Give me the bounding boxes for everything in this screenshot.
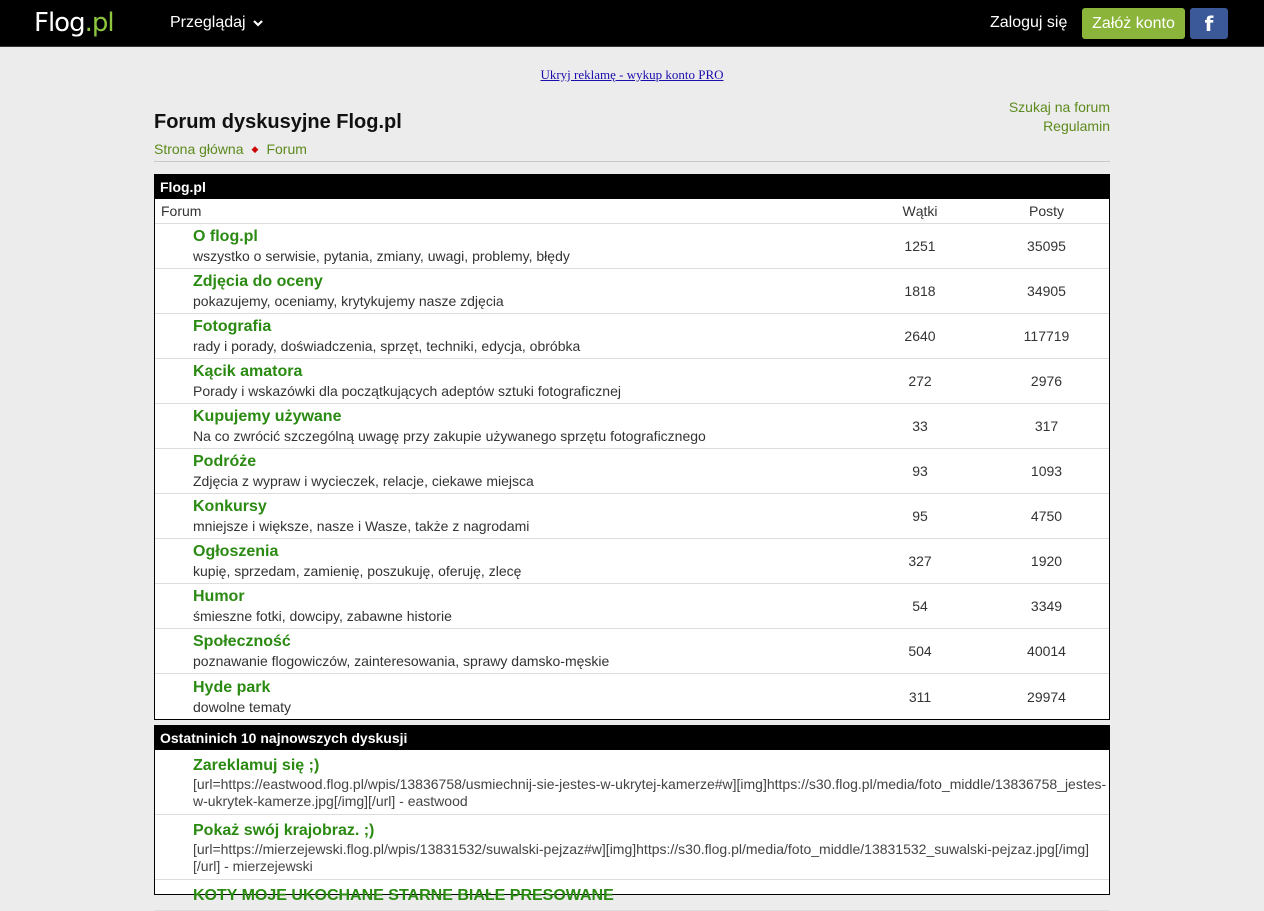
- site-logo[interactable]: Flog.pl: [34, 8, 114, 38]
- forum-row: [155, 494, 1109, 539]
- section-header: Ostatninich 10 najnowszych dyskusji: [155, 726, 1109, 750]
- forum-title-link[interactable]: Kącik amatora: [193, 363, 303, 380]
- post-count: 2976: [1030, 373, 1063, 389]
- post-count: 317: [1034, 418, 1059, 434]
- browse-menu[interactable]: [170, 14, 264, 32]
- thread-count: 327: [908, 553, 932, 569]
- forum-title-link[interactable]: Konkursy: [193, 498, 267, 515]
- post-count: 35095: [1027, 238, 1066, 254]
- forum-info: [155, 452, 856, 490]
- thread-count: 504: [908, 643, 932, 659]
- forum-description: poznawanie flogowiczów, zainteresowania, sprawy damsko-męskie: [193, 653, 610, 669]
- side-links: [1009, 98, 1110, 136]
- post-count: 40014: [1027, 643, 1066, 659]
- post-count: 29974: [1027, 688, 1066, 705]
- post-count: 117719: [1023, 328, 1070, 344]
- forum-title-link[interactable]: O flog.pl: [193, 228, 258, 245]
- forum-info: [155, 632, 856, 670]
- forum-row: [155, 674, 1109, 719]
- post-count: 4750: [1030, 508, 1063, 524]
- column-threads: Wątki: [902, 203, 938, 219]
- forum-row: [155, 359, 1109, 404]
- forum-row: [155, 629, 1109, 674]
- facebook-icon: f: [1204, 11, 1214, 36]
- discussion-title-link[interactable]: Pokaż swój krajobraz. ;): [193, 822, 375, 839]
- forum-row: [155, 404, 1109, 449]
- thread-count: 272: [908, 373, 932, 389]
- discussion-row: [155, 880, 1109, 911]
- signup-button[interactable]: Załóż konto: [1082, 8, 1185, 39]
- forum-title-link[interactable]: Społeczność: [193, 633, 291, 650]
- search-forum-link[interactable]: Szukaj na forum: [1008, 99, 1110, 115]
- browse-label: Przeglądaj: [170, 14, 246, 31]
- post-count: 1920: [1030, 553, 1063, 569]
- forum-description: pokazujemy, oceniamy, krytykujemy nasze zdjęcia: [193, 293, 504, 309]
- rules-link[interactable]: Regulamin: [1043, 118, 1110, 134]
- forum-description: mniejsze i większe, nasze i Wasze, także z nagrodami: [193, 518, 530, 534]
- latest-discussions: [154, 725, 1110, 904]
- post-count: 1093: [1030, 463, 1063, 479]
- thread-count: 33: [912, 418, 928, 434]
- discussion-row: [155, 815, 1109, 880]
- forum-info: [155, 497, 856, 535]
- forum-description: rady i porady, doświadczenia, sprzęt, techniki, edycja, obróbka: [193, 338, 581, 354]
- post-count: 34905: [1027, 283, 1066, 299]
- breadcrumb: [154, 141, 307, 157]
- forum-title-link[interactable]: Hyde park: [193, 678, 271, 696]
- forum-table: [154, 174, 1110, 720]
- forum-info: [155, 542, 856, 580]
- breadcrumb-home[interactable]: Strona główna: [154, 141, 244, 157]
- breadcrumb-forum[interactable]: Forum: [266, 141, 307, 157]
- thread-count: 1818: [904, 283, 936, 299]
- forum-title-link[interactable]: Kupujemy używane: [193, 408, 342, 425]
- forum-row: [155, 269, 1109, 314]
- section-header: Flog.pl: [155, 175, 1109, 199]
- facebook-login-button[interactable]: [1190, 8, 1228, 39]
- forum-description: Porady i wskazówki dla początkujących adeptów sztuki fotograficznej: [193, 383, 621, 399]
- hide-ads-link[interactable]: Ukryj reklamę - wykup konto PRO: [540, 67, 724, 82]
- thread-count: 311: [908, 688, 932, 705]
- discussion-excerpt: [url=https://mierzejewski.flog.pl/wpis/13831532/suwalski-pejzaz#w][img]https://s30.flog.pl/media/foto_middle/13831532_suwalski-pejzaz.jpg[/img][/url] - mierzejewski: [193, 841, 1090, 874]
- thread-count: 1251: [904, 238, 936, 254]
- discussion-excerpt: [url=https://eastwood.flog.pl/wpis/13836758/usmiechnij-sie-jestes-w-ukrytej-kamerze#w][img]https://s30.flog.pl/media/foto_middle/13836758_jestes-w-ukrytek-kamerze.jpg[/img][/url] - eastwood: [193, 776, 1107, 809]
- forum-info: [155, 227, 856, 265]
- column-forum: Forum: [161, 203, 202, 219]
- thread-count: 93: [912, 463, 928, 479]
- ad-banner: [0, 67, 1264, 83]
- forum-row: [155, 584, 1109, 629]
- discussion-title-link[interactable]: Zareklamuj się ;): [193, 757, 320, 774]
- forum-title-link[interactable]: Fotografia: [193, 318, 272, 335]
- breadcrumb-separator-icon: ◆: [251, 143, 259, 154]
- page-title: Forum dyskusyjne Flog.pl: [154, 111, 402, 133]
- forum-info: [155, 272, 856, 310]
- forum-description: kupię, sprzedam, zamienię, poszukuję, oferuję, zlecę: [193, 563, 522, 579]
- discussion-row: [155, 750, 1109, 815]
- thread-count: 2640: [904, 328, 936, 344]
- forum-info: [155, 317, 856, 355]
- forum-title-link[interactable]: Podróże: [193, 453, 257, 470]
- forum-info: [155, 587, 856, 625]
- forum-title-link[interactable]: Zdjęcia do oceny: [193, 273, 323, 290]
- login-link[interactable]: Zaloguj się: [990, 14, 1068, 31]
- chevron-down-icon: [252, 17, 264, 29]
- post-count: 3349: [1030, 598, 1063, 614]
- column-headers: [155, 199, 1109, 224]
- forum-description: Na co zwrócić szczególną uwagę przy zakupie używanego sprzętu fotograficznego: [193, 428, 706, 444]
- thread-count: 54: [912, 598, 928, 614]
- forum-row: [155, 314, 1109, 359]
- forum-description: Zdjęcia z wypraw i wycieczek, relacje, ciekawe miejsca: [193, 473, 534, 489]
- forum-info: [155, 362, 856, 400]
- top-navbar: [0, 0, 1264, 47]
- forum-description: śmieszne fotki, dowcipy, zabawne historie: [193, 608, 452, 624]
- thread-count: 95: [912, 508, 928, 524]
- forum-info: [155, 407, 856, 445]
- forum-info: [155, 678, 856, 716]
- discussion-title-link[interactable]: KOTY MOJE UKOCHANE STARNE BIAŁE PRESOWANE: [193, 887, 614, 904]
- column-posts: Posty: [1028, 203, 1064, 219]
- forum-description: wszystko o serwisie, pytania, zmiany, uwagi, problemy, błędy: [193, 248, 570, 264]
- forum-title-link[interactable]: Ogłoszenia: [193, 543, 279, 560]
- forum-row: [155, 539, 1109, 584]
- forum-row: [155, 224, 1109, 269]
- forum-description: dowolne tematy: [193, 698, 292, 715]
- divider: [154, 161, 1110, 162]
- forum-row: [155, 449, 1109, 494]
- forum-title-link[interactable]: Humor: [193, 588, 245, 605]
